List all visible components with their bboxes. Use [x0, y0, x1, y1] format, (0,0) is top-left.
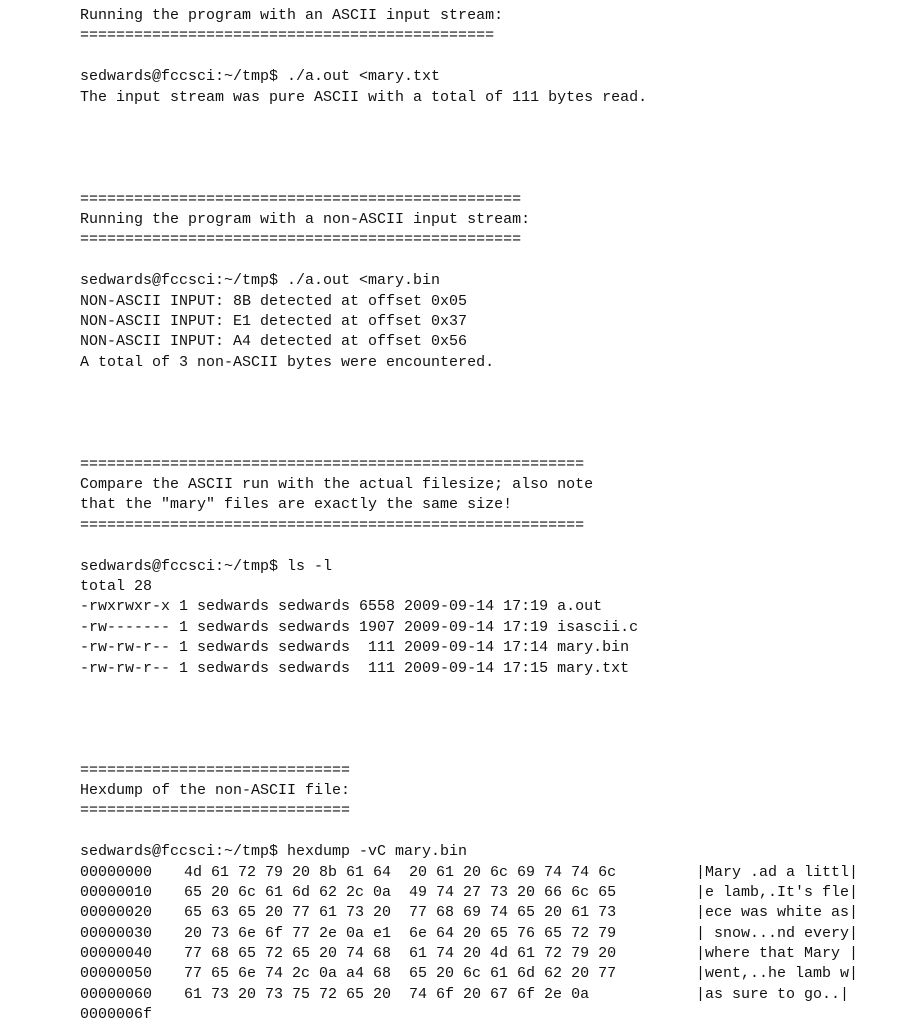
listing-total: total 28: [80, 578, 153, 595]
separator-rule: ==============================: [80, 761, 351, 779]
file-listing-row: -rw-rw-r-- 1 sedwards sedwards 111 2009-09-14 17:14 mary.bin: [80, 639, 630, 657]
shell-command: sedwards@fccsci:~/tmp$ ./a.out <mary.bin: [80, 272, 441, 290]
hex-offset: 00000000: [80, 863, 153, 881]
hex-offset: 00000010: [80, 883, 153, 901]
section-file-listing: [80, 455, 910, 679]
shell-command: sedwards@fccsci:~/tmp$ hexdump -vC mary.bin: [80, 843, 468, 861]
hexdump-row: [80, 883, 910, 903]
hex-offset: 00000030: [80, 924, 153, 942]
separator-rule: ==============================: [80, 802, 351, 820]
section-ascii-run: [80, 6, 910, 108]
shell-command: sedwards@fccsci:~/tmp$ ls -l: [80, 557, 333, 575]
hex-ascii: |as sure to go..|: [696, 985, 850, 1003]
separator-rule: =================================================: [80, 231, 522, 249]
shell-command: sedwards@fccsci:~/tmp$ ./a.out <mary.txt: [80, 68, 441, 86]
section-non-ascii-run: [80, 190, 910, 374]
hexdump-row: [80, 985, 910, 1005]
hexdump-row: [80, 903, 910, 923]
hex-bytes: 77 68 65 72 65 20 74 68 61 74 20 4d 61 72 79 20: [184, 945, 617, 963]
hex-bytes: 65 63 65 20 77 61 73 20 77 68 69 74 65 20 61 73: [184, 904, 617, 922]
hex-offset: 00000060: [80, 985, 153, 1003]
hexdump-row: [80, 944, 910, 964]
section-hexdump: [80, 761, 910, 1026]
hex-bytes: 20 73 6e 6f 77 2e 0a e1 6e 64 20 65 76 65 72 79: [184, 924, 617, 942]
hex-ascii: |where that Mary |: [696, 945, 859, 963]
file-listing-row: -rw-rw-r-- 1 sedwards sedwards 111 2009-09-14 17:15 mary.txt: [80, 659, 630, 677]
command-output: NON-ASCII INPUT: A4 detected at offset 0x56: [80, 333, 468, 351]
section-title: Running the program with a non-ASCII input stream:: [80, 210, 531, 228]
file-listing-row: -rwxrwxr-x 1 sedwards sedwards 6558 2009-09-14 17:19 a.out: [80, 598, 603, 616]
section-title: that the "mary" files are exactly the same size!: [80, 496, 513, 514]
hexdump-row: [80, 924, 910, 944]
section-title: Hexdump of the non-ASCII file:: [80, 781, 351, 799]
hexdump-row: [80, 863, 910, 883]
hex-offset: 00000020: [80, 904, 153, 922]
separator-rule: =================================================: [80, 190, 522, 208]
section-title: Compare the ASCII run with the actual filesize; also note: [80, 476, 594, 494]
separator-rule: ==============================================: [80, 27, 495, 45]
separator-rule: ========================================================: [80, 455, 585, 473]
hex-bytes: 65 20 6c 61 6d 62 2c 0a 49 74 27 73 20 66 6c 65: [184, 883, 617, 901]
hex-offset: 00000050: [80, 965, 153, 983]
command-output: NON-ASCII INPUT: 8B detected at offset 0x05: [80, 292, 468, 310]
separator-rule: ========================================================: [80, 516, 585, 534]
command-output: NON-ASCII INPUT: E1 detected at offset 0x37: [80, 312, 468, 330]
section-title: Running the program with an ASCII input stream:: [80, 7, 504, 24]
terminal-transcript: [80, 6, 910, 1026]
hex-bytes: 4d 61 72 79 20 8b 61 64 20 61 20 6c 69 74 74 6c: [184, 863, 617, 881]
hex-ascii: | snow...nd every|: [696, 924, 859, 942]
hex-ascii: |went,..he lamb w|: [696, 965, 859, 983]
hex-offset: 00000040: [80, 945, 153, 963]
hex-ascii: |Mary .ad a littl|: [696, 863, 859, 881]
hex-ascii: |ece was white as|: [696, 904, 859, 922]
command-output: The input stream was pure ASCII with a total of 111 bytes read.: [80, 88, 648, 106]
hex-bytes: 61 73 20 73 75 72 65 20 74 6f 20 67 6f 2e 0a: [184, 985, 590, 1003]
hex-ascii: |e lamb,.It's fle|: [696, 883, 859, 901]
hex-bytes: 77 65 6e 74 2c 0a a4 68 65 20 6c 61 6d 62 20 77: [184, 965, 617, 983]
command-output: A total of 3 non-ASCII bytes were encountered.: [80, 353, 495, 371]
hex-end-offset: 0000006f: [80, 1006, 153, 1024]
hexdump-row: [80, 964, 910, 984]
file-listing-row: -rw------- 1 sedwards sedwards 1907 2009-09-14 17:19 isascii.c: [80, 618, 639, 636]
